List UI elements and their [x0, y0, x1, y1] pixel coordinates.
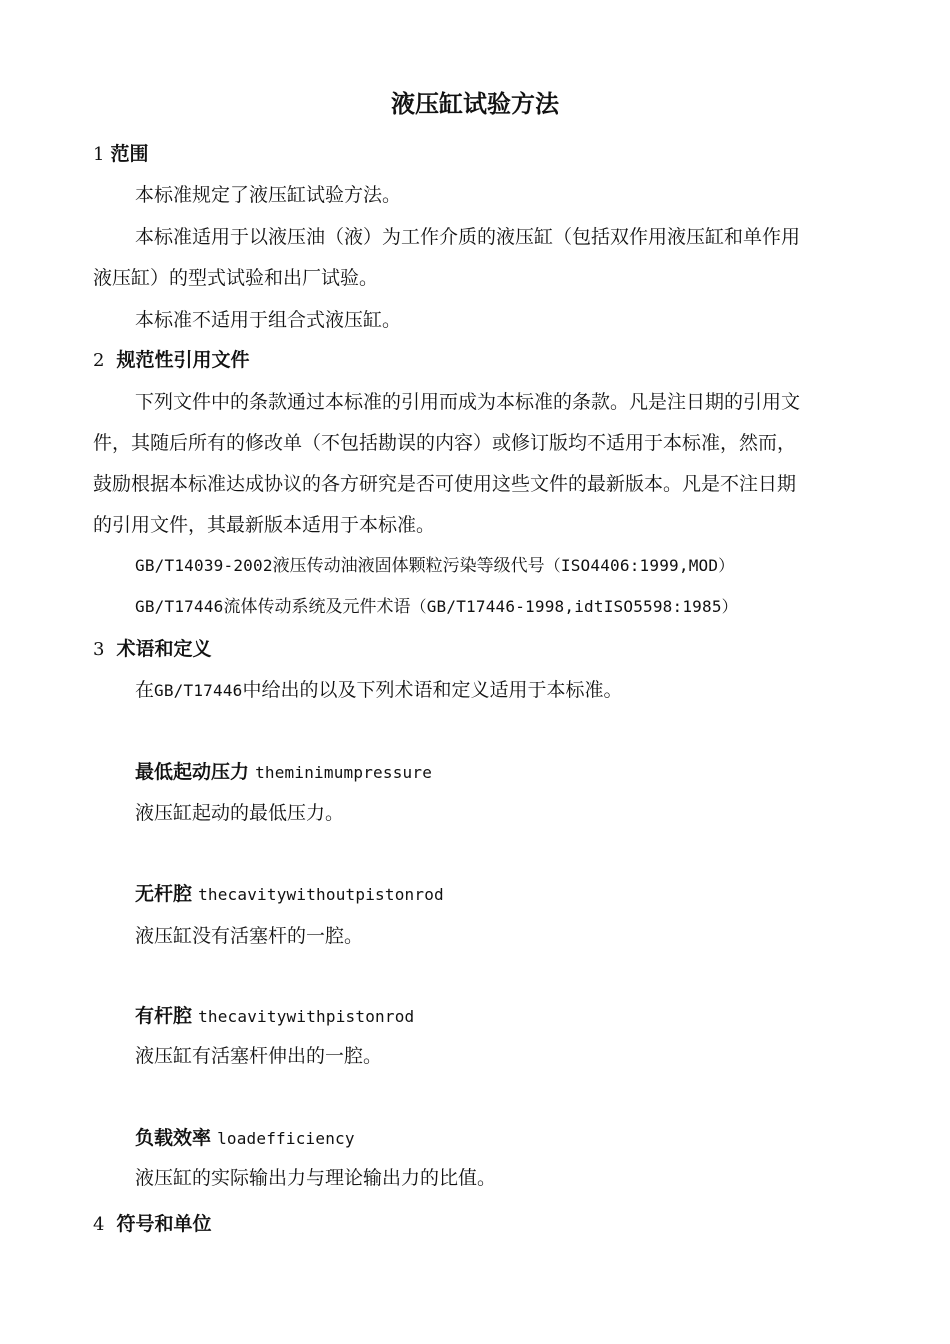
section-4-heading [93, 1211, 212, 1238]
term-definition: 液压缸有活塞杆伸出的一腔。 [135, 1045, 383, 1067]
term-entry [135, 759, 432, 786]
document-title: 液压缸试验方法 [391, 90, 559, 118]
term-entry [135, 1003, 414, 1030]
reference-code: GB/T17446 [135, 597, 224, 616]
normative-reference [135, 553, 734, 579]
paragraph: 本标准适用于以液压油（液）为工作介质的液压缸（包括双作用液压缸和单作用 [135, 226, 801, 248]
section-number: 2 [93, 350, 105, 371]
normative-reference [135, 594, 738, 620]
section-number: 1 [93, 144, 105, 165]
term-definition: 液压缸的实际输出力与理论输出力的比值。 [135, 1167, 497, 1189]
paragraph-continuation: 鼓励根据本标准达成协议的各方研究是否可使用这些文件的最新版本。凡是不注日期 [93, 473, 797, 495]
term-chinese: 负载效率 [135, 1127, 212, 1149]
term-english: loadefficiency [217, 1129, 355, 1148]
reference-code: GB/T17446 [154, 681, 243, 700]
term-chinese: 最低起动压力 [135, 761, 250, 783]
term-definition: 液压缸没有活塞杆的一腔。 [135, 925, 364, 947]
reference-note: （GB/T17446-1998,idtISO5598:1985） [410, 597, 738, 616]
reference-note: （ISO4406:1999,MOD） [544, 556, 735, 575]
section-2-heading [93, 347, 250, 374]
paragraph-continuation: 件，其随后所有的修改单（不包括勘误的内容）或修订版均不适用于本标准，然而， [93, 432, 797, 454]
term-english: theminimumpressure [255, 763, 433, 782]
term-definition: 液压缸起动的最低压力。 [135, 802, 345, 824]
term-english: thecavitywithpistonrod [198, 1007, 415, 1026]
term-english: thecavitywithoutpistonrod [198, 885, 444, 904]
paragraph: 本标准规定了液压缸试验方法。 [135, 184, 402, 206]
section-title: 符号和单位 [116, 1213, 212, 1235]
paragraph: 本标准不适用于组合式液压缸。 [135, 309, 402, 331]
section-title: 范围 [110, 143, 149, 165]
paragraph [135, 677, 623, 704]
section-number: 3 [93, 639, 105, 660]
section-3-heading [93, 636, 212, 663]
term-entry [135, 881, 444, 908]
section-title: 规范性引用文件 [116, 349, 250, 371]
section-number: 4 [93, 1214, 105, 1235]
paragraph: 下列文件中的条款通过本标准的引用而成为本标准的条款。凡是注日期的引用文 [135, 391, 801, 413]
term-entry [135, 1125, 355, 1152]
reference-title: 液压传动油液固体颗粒污染等级代号 [272, 556, 545, 576]
intro-text: 中给出的以及下列术语和定义适用于本标准。 [242, 679, 623, 701]
section-title: 术语和定义 [116, 638, 212, 660]
paragraph-continuation: 的引用文件，其最新版本适用于本标准。 [93, 514, 436, 536]
reference-title: 流体传动系统及元件术语 [223, 597, 411, 617]
term-chinese: 无杆腔 [135, 883, 193, 905]
section-1-heading [93, 141, 149, 168]
paragraph-continuation: 液压缸）的型式试验和出厂试验。 [93, 267, 379, 289]
intro-text: 在 [135, 679, 155, 701]
term-chinese: 有杆腔 [135, 1005, 193, 1027]
reference-code: GB/T14039-2002 [135, 556, 273, 575]
